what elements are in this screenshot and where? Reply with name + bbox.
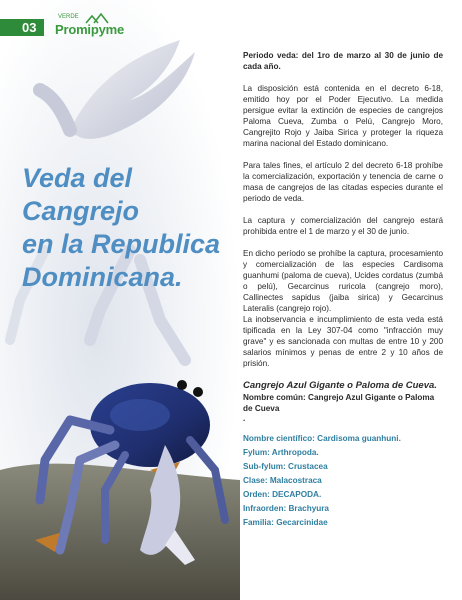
paragraph: La captura y comercialización del cangrejo estará prohibida entre el 1 de marzo y el 30 de junio. [243, 216, 443, 236]
taxonomy-item: Sub-fylum: Crustacea [243, 462, 328, 471]
page-number: 03 [22, 20, 37, 35]
species-title: Cangrejo Azul Gigante o Paloma de Cueva. [243, 380, 437, 391]
taxonomy-item: Nombre científico: Cardisoma guanhuni. [243, 434, 401, 443]
taxonomy-item: Fylum: Arthropoda. [243, 448, 319, 457]
veda-period: Periodo veda: del 1ro de marzo al 30 de junio de cada año. [243, 51, 443, 71]
logo-top-text: VERDE [58, 14, 79, 20]
species-common-name: Nombre común: Cangrejo Azul Gigante o Paloma de Cueva [243, 393, 435, 413]
page-number-badge [0, 19, 44, 36]
taxonomy-item: Clase: Malacostraca [243, 476, 322, 485]
page-title [22, 162, 237, 294]
paragraph: Para tales fines, el artículo 2 del decreto 6-18 prohíbe la comercialización, exportación y tenencia de carne o masa de cangrejos de las citadas especies durante el periodo de veda. [243, 161, 443, 203]
taxonomy-item: Orden: DECAPODA. [243, 490, 322, 499]
taxonomy-item: Familia: Gecarcinidae [243, 518, 328, 527]
title-line: en la Republica [22, 229, 221, 259]
taxonomy-item: Infraorden: Brachyura [243, 504, 329, 513]
title-line: Dominicana. [22, 262, 183, 292]
promipyme-logo [55, 12, 125, 37]
logo-brand: Promipyme [55, 22, 125, 37]
taxonomy-list [243, 432, 443, 530]
paragraph: En dicho período se prohíbe la captura, procesamiento y comercialización de las especies Cardisoma guanhumi (paloma de cueva), Ucides cordatus (zumbá o pelú), Gecarcinus ruricola (cangrejo moro), Callinectes sapidus (jaiba sirica) y Gecarcinus Lateralis (cangrejo rojo). [243, 249, 443, 313]
paragraph: La inobservancia e incumplimiento de esta veda está tipificada en la Ley 307-04 como "infracción muy grave" y es sancionada con multas de entre 10 y 200 salarios mínimos y penas de entre 2 y 10 años de prisión. [243, 315, 443, 368]
separator-dot: . [243, 414, 246, 423]
paragraph: La disposición está contenida en el decreto 6-18, emitido hoy por el Poder Ejecutivo. La medida persigue evitar la extinción de especies de cangrejos Paloma Cueva, Zumba o Pelú, Cangrejo Moro, Cangrejito Rojo y Jaiba Sirica y proteger la riqueza marina nacional del Estado dominicano. [243, 84, 443, 148]
article-body [243, 50, 443, 530]
title-line: Veda del Cangrejo [22, 163, 140, 226]
